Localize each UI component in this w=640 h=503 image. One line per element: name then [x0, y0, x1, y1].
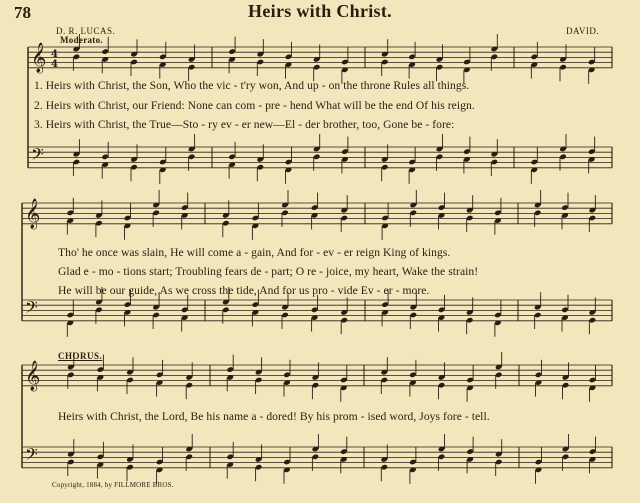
- treble-clef: 𝄞: [25, 361, 41, 391]
- system2-verse2: Glad e - mo - tions start; Troubling fears de - part; O re - joice, my heart, Wake the strain!: [58, 265, 479, 278]
- system1-verse3: 3. Heirs with Christ, the True—Sto - ry ev - er new—El - der brother, too, Gone be - fore:: [34, 118, 455, 131]
- chorus-lyric: Heirs with Christ, the Lord, Be his name a - dored! By his prom - ised word, Joys fore - tell.: [58, 410, 490, 423]
- tune-name: DAVID.: [566, 26, 600, 36]
- chorus-label: CHORUS.: [58, 351, 103, 361]
- bass-clef: 𝄢: [31, 144, 44, 168]
- time-signature: 4: [51, 49, 58, 60]
- author-credit: D. R. LUCAS.: [56, 26, 116, 36]
- system1-verse1: 1. Heirs with Christ, the Son, Who the vic - t'ry won, And up - on the throne Rules all things.: [34, 79, 470, 92]
- treble-clef: 𝄞: [25, 199, 41, 229]
- bass-clef: 𝄢: [25, 297, 38, 321]
- system2-verse1: Tho' he once was slain, He will come a - gain, And for - ev - er reign King of kings.: [58, 246, 451, 259]
- hymn-title: Heirs with Christ.: [248, 1, 392, 21]
- tempo-marking: Moderato.: [60, 35, 103, 45]
- page-number: 78: [14, 3, 31, 22]
- system1-verse2: 2. Heirs with Christ, our Friend: None can com - pre - hend What will be the end Of his reign.: [34, 99, 475, 112]
- copyright-notice: Copyright, 1884, by FILLMORE BROS.: [52, 481, 174, 489]
- time-signature: 4: [51, 59, 58, 70]
- bass-clef: 𝄢: [25, 444, 38, 468]
- system2-verse3: He will be our guide, As we cross the tide, And for us pro - vide Ev - er - more.: [58, 284, 430, 297]
- treble-clef: 𝄞: [31, 43, 47, 73]
